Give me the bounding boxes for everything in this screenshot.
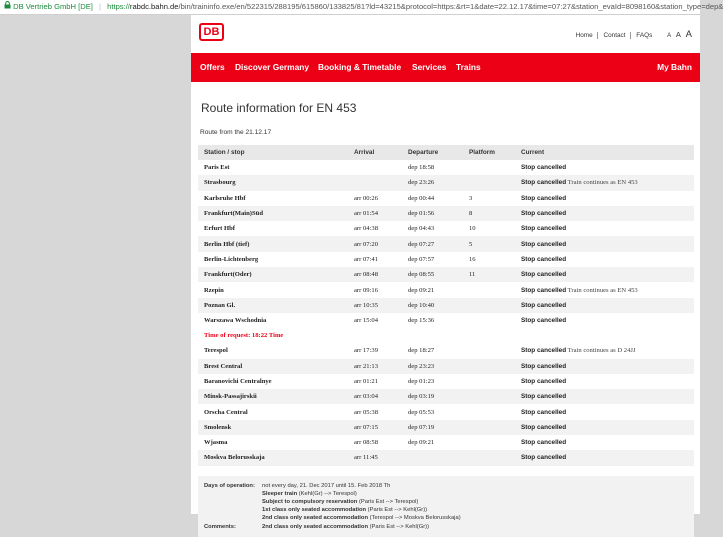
platform-cell <box>463 160 515 175</box>
departure-cell: dep 07:19 <box>402 420 463 435</box>
table-row[interactable] <box>198 313 694 328</box>
faqs-link[interactable]: FAQs <box>636 32 653 39</box>
platform-cell: 10 <box>469 225 476 233</box>
departure-cell: dep 04:43 <box>408 225 435 233</box>
platform-cell: 16 <box>469 255 476 263</box>
font-large-button[interactable]: A <box>685 29 692 40</box>
days-value: not every day, 21. Dec 2017 until 15. Feb 2018 Th <box>262 482 391 489</box>
table-row[interactable] <box>198 404 694 419</box>
current-status-cell <box>515 298 694 313</box>
departure-cell: dep 01:56 <box>402 206 463 221</box>
url-host: rabdc.bahn.de <box>129 2 179 11</box>
table-row[interactable] <box>198 282 694 297</box>
table-row[interactable] <box>198 389 694 404</box>
table-row[interactable] <box>198 298 694 313</box>
station-cell[interactable]: Moskva Belorusskaja <box>198 450 348 465</box>
arrival-cell: arr 07:20 <box>348 236 402 251</box>
current-status-cell <box>515 160 694 175</box>
db-logo[interactable]: DB <box>199 23 224 41</box>
platform-cell <box>463 343 515 358</box>
departure-cell: dep 18:27 <box>408 347 435 355</box>
station-cell[interactable]: Berlin-Lichtenberg <box>204 255 259 263</box>
col-arrival: Arrival <box>348 145 402 160</box>
platform-cell <box>463 374 515 389</box>
attribute-spacer <box>198 506 262 514</box>
attribute-value: Sleeper train (Kehl(Gr) --> Terespol) <box>262 490 357 497</box>
status-text: Stop cancelled <box>521 378 567 385</box>
font-size-controls <box>664 29 692 40</box>
station-cell[interactable]: Poznan Gl. <box>198 298 348 313</box>
platform-cell <box>463 282 515 297</box>
status-text: Stop cancelled <box>521 423 567 431</box>
attribute-line <box>198 490 694 498</box>
attribute-value: 2nd class only seated accommodation (Terespol --> Moskva Belorusskaja) <box>262 515 461 522</box>
current-status-cell <box>515 374 694 389</box>
attribute-lines <box>198 490 694 523</box>
table-row[interactable] <box>198 343 694 358</box>
days-label: Days of operation: <box>204 482 255 489</box>
status-text: Stop cancelled <box>521 164 567 172</box>
table-row[interactable] <box>198 252 694 267</box>
departure-cell: dep 10:40 <box>402 298 463 313</box>
table-row[interactable] <box>198 374 694 389</box>
platform-cell <box>463 175 515 190</box>
station-cell[interactable]: Paris Est <box>204 164 230 172</box>
col-departure: Departure <box>402 145 463 160</box>
col-station: Station / stop <box>198 145 348 160</box>
status-text: Stop cancelled <box>521 210 567 218</box>
platform-cell: 8 <box>463 206 515 221</box>
arrival-cell: arr 07:15 <box>348 420 402 435</box>
attribute-value: 1st class only seated accommodation (Paris Est --> Kehl(Gr)) <box>262 507 428 514</box>
platform-cell: 5 <box>463 236 515 251</box>
arrival-cell: arr 07:41 <box>354 255 378 263</box>
status-text: Stop cancelled <box>521 240 567 248</box>
url-scheme: https:// <box>107 2 130 11</box>
table-row[interactable] <box>198 236 694 251</box>
route-table <box>198 145 694 466</box>
top-bar <box>191 15 700 53</box>
status-text: Stop cancelled <box>521 408 567 416</box>
arrival-cell: arr 01:54 <box>348 206 402 221</box>
station-cell[interactable]: Baranovichi Centralnye <box>204 378 272 385</box>
current-status-cell <box>515 206 694 221</box>
attribute-line <box>198 498 694 506</box>
table-header-row <box>198 145 694 160</box>
status-text: Stop cancelled <box>521 393 567 401</box>
station-cell[interactable]: Smolensk <box>198 420 348 435</box>
status-text: Stop cancelled <box>521 194 567 202</box>
nav-discover-germany[interactable]: Discover Germany <box>235 62 310 72</box>
status-note: Train continues as D 24JJ <box>567 347 636 355</box>
arrival-cell <box>348 175 402 190</box>
arrival-cell: arr 21:13 <box>348 359 402 374</box>
status-text: Stop cancelled <box>521 454 567 462</box>
request-time: Time of request: 18:22 Time <box>204 332 284 340</box>
arrival-cell: arr 04:38 <box>354 225 378 233</box>
current-status-cell <box>515 435 694 450</box>
col-platform: Platform <box>463 145 515 160</box>
route-date: Route from the 21.12.17 <box>200 129 272 136</box>
font-small-button[interactable]: A <box>667 33 672 39</box>
departure-cell: dep 08:55 <box>402 267 463 282</box>
platform-cell <box>463 389 515 404</box>
main-content <box>191 101 700 537</box>
route-rows-1 <box>198 160 694 328</box>
departure-cell: dep 07:57 <box>408 255 435 263</box>
status-text: Stop cancelled <box>521 439 567 447</box>
current-status-cell <box>515 221 694 236</box>
status-text: Stop cancelled <box>521 225 567 233</box>
request-time-section <box>198 328 694 343</box>
table-row[interactable] <box>198 450 694 465</box>
departure-cell: dep 23:26 <box>402 175 463 190</box>
current-status-cell <box>515 420 694 435</box>
nav-my-bahn[interactable]: My Bahn <box>657 62 692 72</box>
address-bar[interactable] <box>0 0 723 15</box>
current-status-cell <box>515 282 694 297</box>
platform-cell: 11 <box>463 267 515 282</box>
departure-cell <box>402 450 463 465</box>
current-status-cell <box>515 175 694 190</box>
url-separator: | <box>99 2 101 11</box>
table-row[interactable] <box>198 359 694 374</box>
service-links <box>572 29 692 40</box>
status-note: Train continues as EN 453 <box>567 179 638 187</box>
station-cell[interactable]: Strasbourg <box>198 175 348 190</box>
arrival-cell: arr 08:48 <box>348 267 402 282</box>
current-status-cell <box>515 404 694 419</box>
current-status-cell <box>515 236 694 251</box>
comments-row <box>198 523 694 531</box>
station-cell[interactable]: Wjasma <box>204 439 228 447</box>
departure-cell: dep 03:19 <box>402 389 463 404</box>
status-text: Stop cancelled <box>521 255 567 263</box>
table-row[interactable] <box>198 435 694 450</box>
col-current: Current <box>515 145 694 160</box>
departure-cell: dep 18:58 <box>408 164 435 172</box>
status-text: Stop cancelled <box>521 301 567 309</box>
platform-cell <box>463 450 515 465</box>
nav-offers[interactable]: Offers <box>200 62 225 72</box>
arrival-cell: arr 08:58 <box>354 439 378 447</box>
status-text: Stop cancelled <box>521 271 567 279</box>
status-text: Stop cancelled <box>521 179 567 187</box>
departure-cell: dep 07:27 <box>402 236 463 251</box>
platform-cell: 3 <box>469 194 473 202</box>
comments-label: Comments: <box>204 523 236 530</box>
station-cell[interactable]: Warszawa Wschodnia <box>204 317 267 325</box>
arrival-cell: arr 17:39 <box>354 347 378 355</box>
station-cell[interactable]: Terespol <box>204 347 228 355</box>
current-status-cell <box>515 191 694 206</box>
site-identity: DB Vertrieb GmbH [DE] <box>13 2 93 11</box>
url-path: /bin/traininfo.exe/en/522315/288195/615860/133825/81?ld=43215&protocol=https:&rt=1&date=22.12.17&time=07:27&station_evaId=8098160&station_type=dep& <box>178 2 723 11</box>
status-text: Stop cancelled <box>521 362 567 370</box>
attribute-spacer <box>198 490 262 498</box>
platform-cell <box>463 298 515 313</box>
attribute-spacer <box>198 498 262 506</box>
status-text: Stop cancelled <box>521 317 567 325</box>
contact-link[interactable]: Contact <box>599 32 630 39</box>
table-row[interactable] <box>198 206 694 221</box>
attribute-line <box>198 514 694 522</box>
platform-cell <box>463 313 515 328</box>
page-title: Route information for EN 453 <box>201 101 357 115</box>
station-cell[interactable]: Berlin Hbf (tief) <box>198 236 348 251</box>
platform-cell <box>463 404 515 419</box>
platform-cell <box>463 420 515 435</box>
current-status-cell <box>515 267 694 282</box>
departure-cell: dep 00:44 <box>408 194 435 202</box>
arrival-cell: arr 01:21 <box>354 378 378 385</box>
arrival-cell <box>348 160 402 175</box>
current-status-cell <box>515 450 694 465</box>
departure-cell: dep 23:23 <box>402 359 463 374</box>
station-cell[interactable]: Orscha Central <box>204 408 248 416</box>
table-row[interactable] <box>198 160 694 175</box>
arrival-cell: arr 10:35 <box>348 298 402 313</box>
departure-cell: dep 15:36 <box>408 317 435 325</box>
lock-icon <box>4 0 11 14</box>
table-row[interactable] <box>198 420 694 435</box>
arrival-cell: arr 09:16 <box>354 286 378 294</box>
nav-booking-timetable[interactable]: Booking & Timetable <box>318 62 402 72</box>
station-cell[interactable]: Karlsruhe Hbf <box>204 194 246 202</box>
arrival-cell: arr 15:04 <box>354 317 378 325</box>
departure-cell: dep 09:21 <box>408 439 435 447</box>
status-text: Stop cancelled <box>521 286 567 294</box>
table-row[interactable] <box>198 175 694 190</box>
font-medium-button[interactable]: A <box>675 30 681 39</box>
days-of-operation-row <box>198 482 694 490</box>
current-status-cell <box>515 359 694 374</box>
station-cell[interactable]: Erfurt Hbf <box>204 225 235 233</box>
route-rows-2 <box>198 343 694 465</box>
arrival-cell: arr 03:04 <box>348 389 402 404</box>
arrival-cell: arr 00:26 <box>354 194 378 202</box>
station-cell[interactable]: Rzepin <box>204 286 224 294</box>
status-text: Stop cancelled <box>521 347 567 355</box>
platform-cell <box>463 435 515 450</box>
table-row[interactable] <box>198 267 694 282</box>
status-note: Train continues as EN 453 <box>567 286 638 294</box>
departure-cell: dep 05:53 <box>408 408 435 416</box>
current-status-cell <box>515 389 694 404</box>
nav-trains[interactable]: Trains <box>456 62 481 72</box>
station-cell[interactable]: Brest Central <box>198 359 348 374</box>
request-time-row <box>198 328 694 343</box>
operation-info <box>198 476 694 537</box>
attribute-spacer <box>198 514 262 522</box>
web-page <box>191 15 700 530</box>
current-status-cell <box>515 343 694 358</box>
platform-cell <box>463 359 515 374</box>
home-link[interactable]: Home <box>572 32 598 39</box>
station-cell[interactable]: Minsk-Passajirskii <box>198 389 348 404</box>
table-row[interactable] <box>198 191 694 206</box>
table-row[interactable] <box>198 221 694 236</box>
attribute-line <box>198 506 694 514</box>
main-nav <box>191 53 700 82</box>
comments-value: 2nd class only seated accommodation (Paris Est --> Kehl(Gr)) <box>262 523 430 530</box>
arrival-cell: arr 05:38 <box>354 408 378 416</box>
arrival-cell: arr 11:45 <box>348 450 402 465</box>
attribute-value: Subject to compulsory reservation (Paris Est --> Terespol) <box>262 499 419 506</box>
station-cell[interactable]: Frankfurt(Oder) <box>198 267 348 282</box>
current-status-cell <box>515 313 694 328</box>
departure-cell: dep 09:21 <box>408 286 435 294</box>
departure-cell: dep 01:23 <box>408 378 435 385</box>
nav-services[interactable]: Services <box>412 62 447 72</box>
current-status-cell <box>515 252 694 267</box>
station-cell[interactable]: Frankfurt(Main)Süd <box>198 206 348 221</box>
